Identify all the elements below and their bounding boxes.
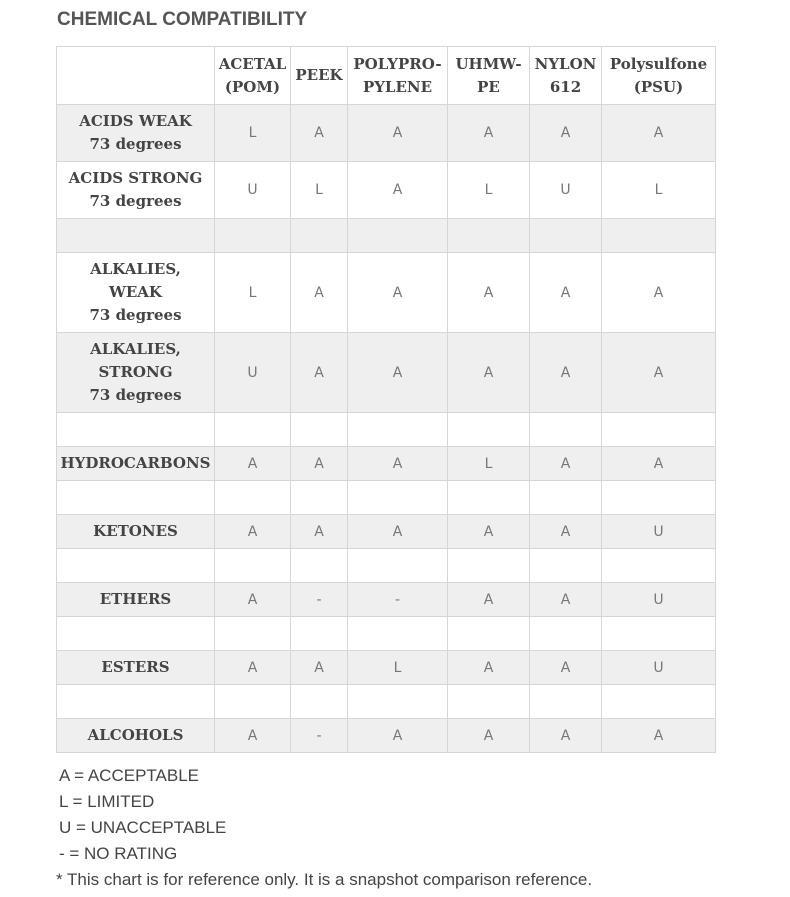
- rating-cell: A: [530, 583, 602, 617]
- row-label: [57, 549, 215, 583]
- rating-cell: A: [448, 583, 530, 617]
- rating-cell: [448, 685, 530, 719]
- rating-cell: [348, 549, 448, 583]
- rating-cell: L: [215, 253, 291, 333]
- rating-cell: L: [215, 105, 291, 162]
- row-label: [57, 219, 215, 253]
- row-label-line: STRONG: [98, 363, 173, 381]
- rating-cell: -: [348, 583, 448, 617]
- row-label: [57, 162, 215, 219]
- header-row: [57, 47, 716, 105]
- rating-cell: A: [530, 447, 602, 481]
- rating-cell: A: [348, 162, 448, 219]
- column-header: [448, 47, 530, 105]
- rating-cell: [602, 617, 716, 651]
- table-row: [57, 105, 716, 162]
- disclaimer-note: * This chart is for reference only. It is a snapshot comparison reference.: [56, 870, 593, 889]
- rating-cell: [530, 219, 602, 253]
- rating-cell: [530, 685, 602, 719]
- row-label: [57, 413, 215, 447]
- rating-cell: A: [448, 253, 530, 333]
- legend-item: A = ACCEPTABLE: [59, 766, 200, 785]
- column-header-line2: PE: [477, 77, 500, 96]
- rating-cell: [215, 549, 291, 583]
- rating-cell: A: [348, 719, 448, 753]
- rating-cell: U: [602, 651, 716, 685]
- rating-cell: A: [530, 333, 602, 413]
- rating-cell: [215, 481, 291, 515]
- rating-cell: [448, 219, 530, 253]
- row-label-line: 73 degrees: [89, 306, 182, 324]
- rating-cell: A: [291, 253, 348, 333]
- column-header-line2: (PSU): [633, 77, 684, 96]
- table-row: [57, 719, 716, 753]
- rating-cell: [215, 685, 291, 719]
- row-label-line: 73 degrees: [89, 135, 182, 153]
- row-label-line: ACIDS STRONG: [68, 169, 203, 187]
- rating-cell: A: [348, 333, 448, 413]
- rating-cell: A: [291, 651, 348, 685]
- row-label: [57, 515, 215, 549]
- rating-cell: [348, 413, 448, 447]
- rating-cell: [291, 549, 348, 583]
- table-row: [57, 253, 716, 333]
- rating-cell: [448, 481, 530, 515]
- row-label: [57, 105, 215, 162]
- column-header-line1: Polysulfone: [609, 54, 708, 73]
- rating-cell: A: [448, 651, 530, 685]
- row-label: [57, 447, 215, 481]
- column-header: [291, 47, 348, 105]
- rating-cell: U: [215, 162, 291, 219]
- rating-cell: [530, 549, 602, 583]
- rating-cell: A: [348, 515, 448, 549]
- compatibility-table: [56, 46, 716, 753]
- spacer-row: [57, 219, 716, 253]
- rating-cell: [291, 481, 348, 515]
- rating-cell: [602, 481, 716, 515]
- rating-cell: [448, 617, 530, 651]
- rating-cell: [215, 219, 291, 253]
- table-row: [57, 447, 716, 481]
- column-header-line2: 612: [549, 77, 582, 96]
- rating-cell: A: [215, 515, 291, 549]
- row-label-line: ETHERS: [99, 590, 172, 608]
- rating-cell: A: [530, 105, 602, 162]
- rating-cell: A: [602, 447, 716, 481]
- row-label-line: KETONES: [93, 522, 178, 540]
- rating-cell: [291, 685, 348, 719]
- rating-cell: [348, 219, 448, 253]
- rating-cell: A: [530, 651, 602, 685]
- rating-cell: A: [215, 447, 291, 481]
- rating-cell: [530, 617, 602, 651]
- rating-cell: A: [348, 253, 448, 333]
- rating-cell: A: [530, 719, 602, 753]
- column-header: [602, 47, 716, 105]
- rating-cell: A: [348, 105, 448, 162]
- rating-cell: [291, 617, 348, 651]
- row-label: [57, 617, 215, 651]
- row-label-line: WEAK: [109, 283, 162, 301]
- rating-cell: [348, 617, 448, 651]
- rating-cell: A: [215, 651, 291, 685]
- rating-cell: [602, 549, 716, 583]
- spacer-row: [57, 685, 716, 719]
- column-header-line2: PYLENE: [362, 77, 433, 96]
- row-label-line: HYDROCARBONS: [60, 454, 211, 472]
- legend-item: L = LIMITED: [59, 792, 155, 811]
- spacer-row: [57, 549, 716, 583]
- rating-cell: A: [530, 515, 602, 549]
- spacer-row: [57, 413, 716, 447]
- rating-cell: A: [348, 447, 448, 481]
- row-label-line: ACIDS WEAK: [79, 112, 192, 130]
- rating-cell: L: [602, 162, 716, 219]
- column-header-line1: ACETAL: [218, 54, 287, 73]
- rating-cell: A: [215, 719, 291, 753]
- row-label: [57, 333, 215, 413]
- rating-cell: A: [602, 105, 716, 162]
- rating-cell: [448, 413, 530, 447]
- rating-cell: L: [448, 447, 530, 481]
- rating-cell: [215, 617, 291, 651]
- row-label-line: ALCOHOLS: [87, 726, 184, 744]
- column-header-line1: UHMW-: [455, 54, 522, 73]
- table-row: [57, 515, 716, 549]
- rating-cell: [448, 549, 530, 583]
- rating-cell: A: [602, 333, 716, 413]
- rating-cell: A: [291, 447, 348, 481]
- row-label-line: 73 degrees: [89, 386, 182, 404]
- rating-cell: [602, 413, 716, 447]
- row-label-line: ALKALIES,: [90, 340, 181, 358]
- rating-cell: A: [448, 719, 530, 753]
- spacer-row: [57, 617, 716, 651]
- rating-cell: A: [291, 105, 348, 162]
- row-label-line: ESTERS: [101, 658, 170, 676]
- rating-cell: A: [291, 515, 348, 549]
- rating-cell: A: [291, 333, 348, 413]
- rating-cell: A: [448, 333, 530, 413]
- rating-cell: [602, 219, 716, 253]
- row-label: [57, 651, 215, 685]
- rating-cell: L: [348, 651, 448, 685]
- rating-cell: [348, 481, 448, 515]
- rating-cell: A: [448, 515, 530, 549]
- column-header: [215, 47, 291, 105]
- row-label: [57, 481, 215, 515]
- column-header-line1: PEEK: [295, 66, 343, 84]
- row-label: [57, 583, 215, 617]
- table-row: [57, 583, 716, 617]
- column-header: [348, 47, 448, 105]
- row-label-line: ALKALIES,: [90, 260, 181, 278]
- rating-cell: U: [602, 515, 716, 549]
- table-body: [57, 105, 716, 753]
- rating-cell: -: [291, 583, 348, 617]
- page-title: CHEMICAL COMPATIBILITY: [57, 9, 308, 30]
- rating-cell: [530, 481, 602, 515]
- column-header-line2: (POM): [224, 77, 281, 96]
- rating-cell: -: [291, 719, 348, 753]
- column-header: [530, 47, 602, 105]
- rating-cell: U: [530, 162, 602, 219]
- column-header-line1: POLYPRO-: [353, 54, 442, 73]
- rating-cell: A: [530, 253, 602, 333]
- legend-item: U = UNACCEPTABLE: [59, 818, 227, 837]
- rating-cell: [215, 413, 291, 447]
- row-label: [57, 719, 215, 753]
- rating-cell: L: [448, 162, 530, 219]
- rating-cell: [530, 413, 602, 447]
- table-row: [57, 651, 716, 685]
- rating-cell: U: [602, 583, 716, 617]
- rating-cell: A: [448, 105, 530, 162]
- rating-cell: [291, 219, 348, 253]
- rating-cell: L: [291, 162, 348, 219]
- rating-cell: [291, 413, 348, 447]
- legend-item: - = NO RATING: [59, 844, 178, 863]
- spacer-row: [57, 481, 716, 515]
- rating-cell: A: [602, 719, 716, 753]
- corner-cell: [57, 47, 215, 105]
- rating-cell: A: [602, 253, 716, 333]
- row-label-line: 73 degrees: [89, 192, 182, 210]
- rating-cell: U: [215, 333, 291, 413]
- legend: [59, 763, 226, 867]
- table-row: [57, 333, 716, 413]
- rating-cell: [348, 685, 448, 719]
- column-header-line1: NYLON: [534, 54, 597, 73]
- table-row: [57, 162, 716, 219]
- row-label: [57, 685, 215, 719]
- rating-cell: [602, 685, 716, 719]
- rating-cell: A: [215, 583, 291, 617]
- row-label: [57, 253, 215, 333]
